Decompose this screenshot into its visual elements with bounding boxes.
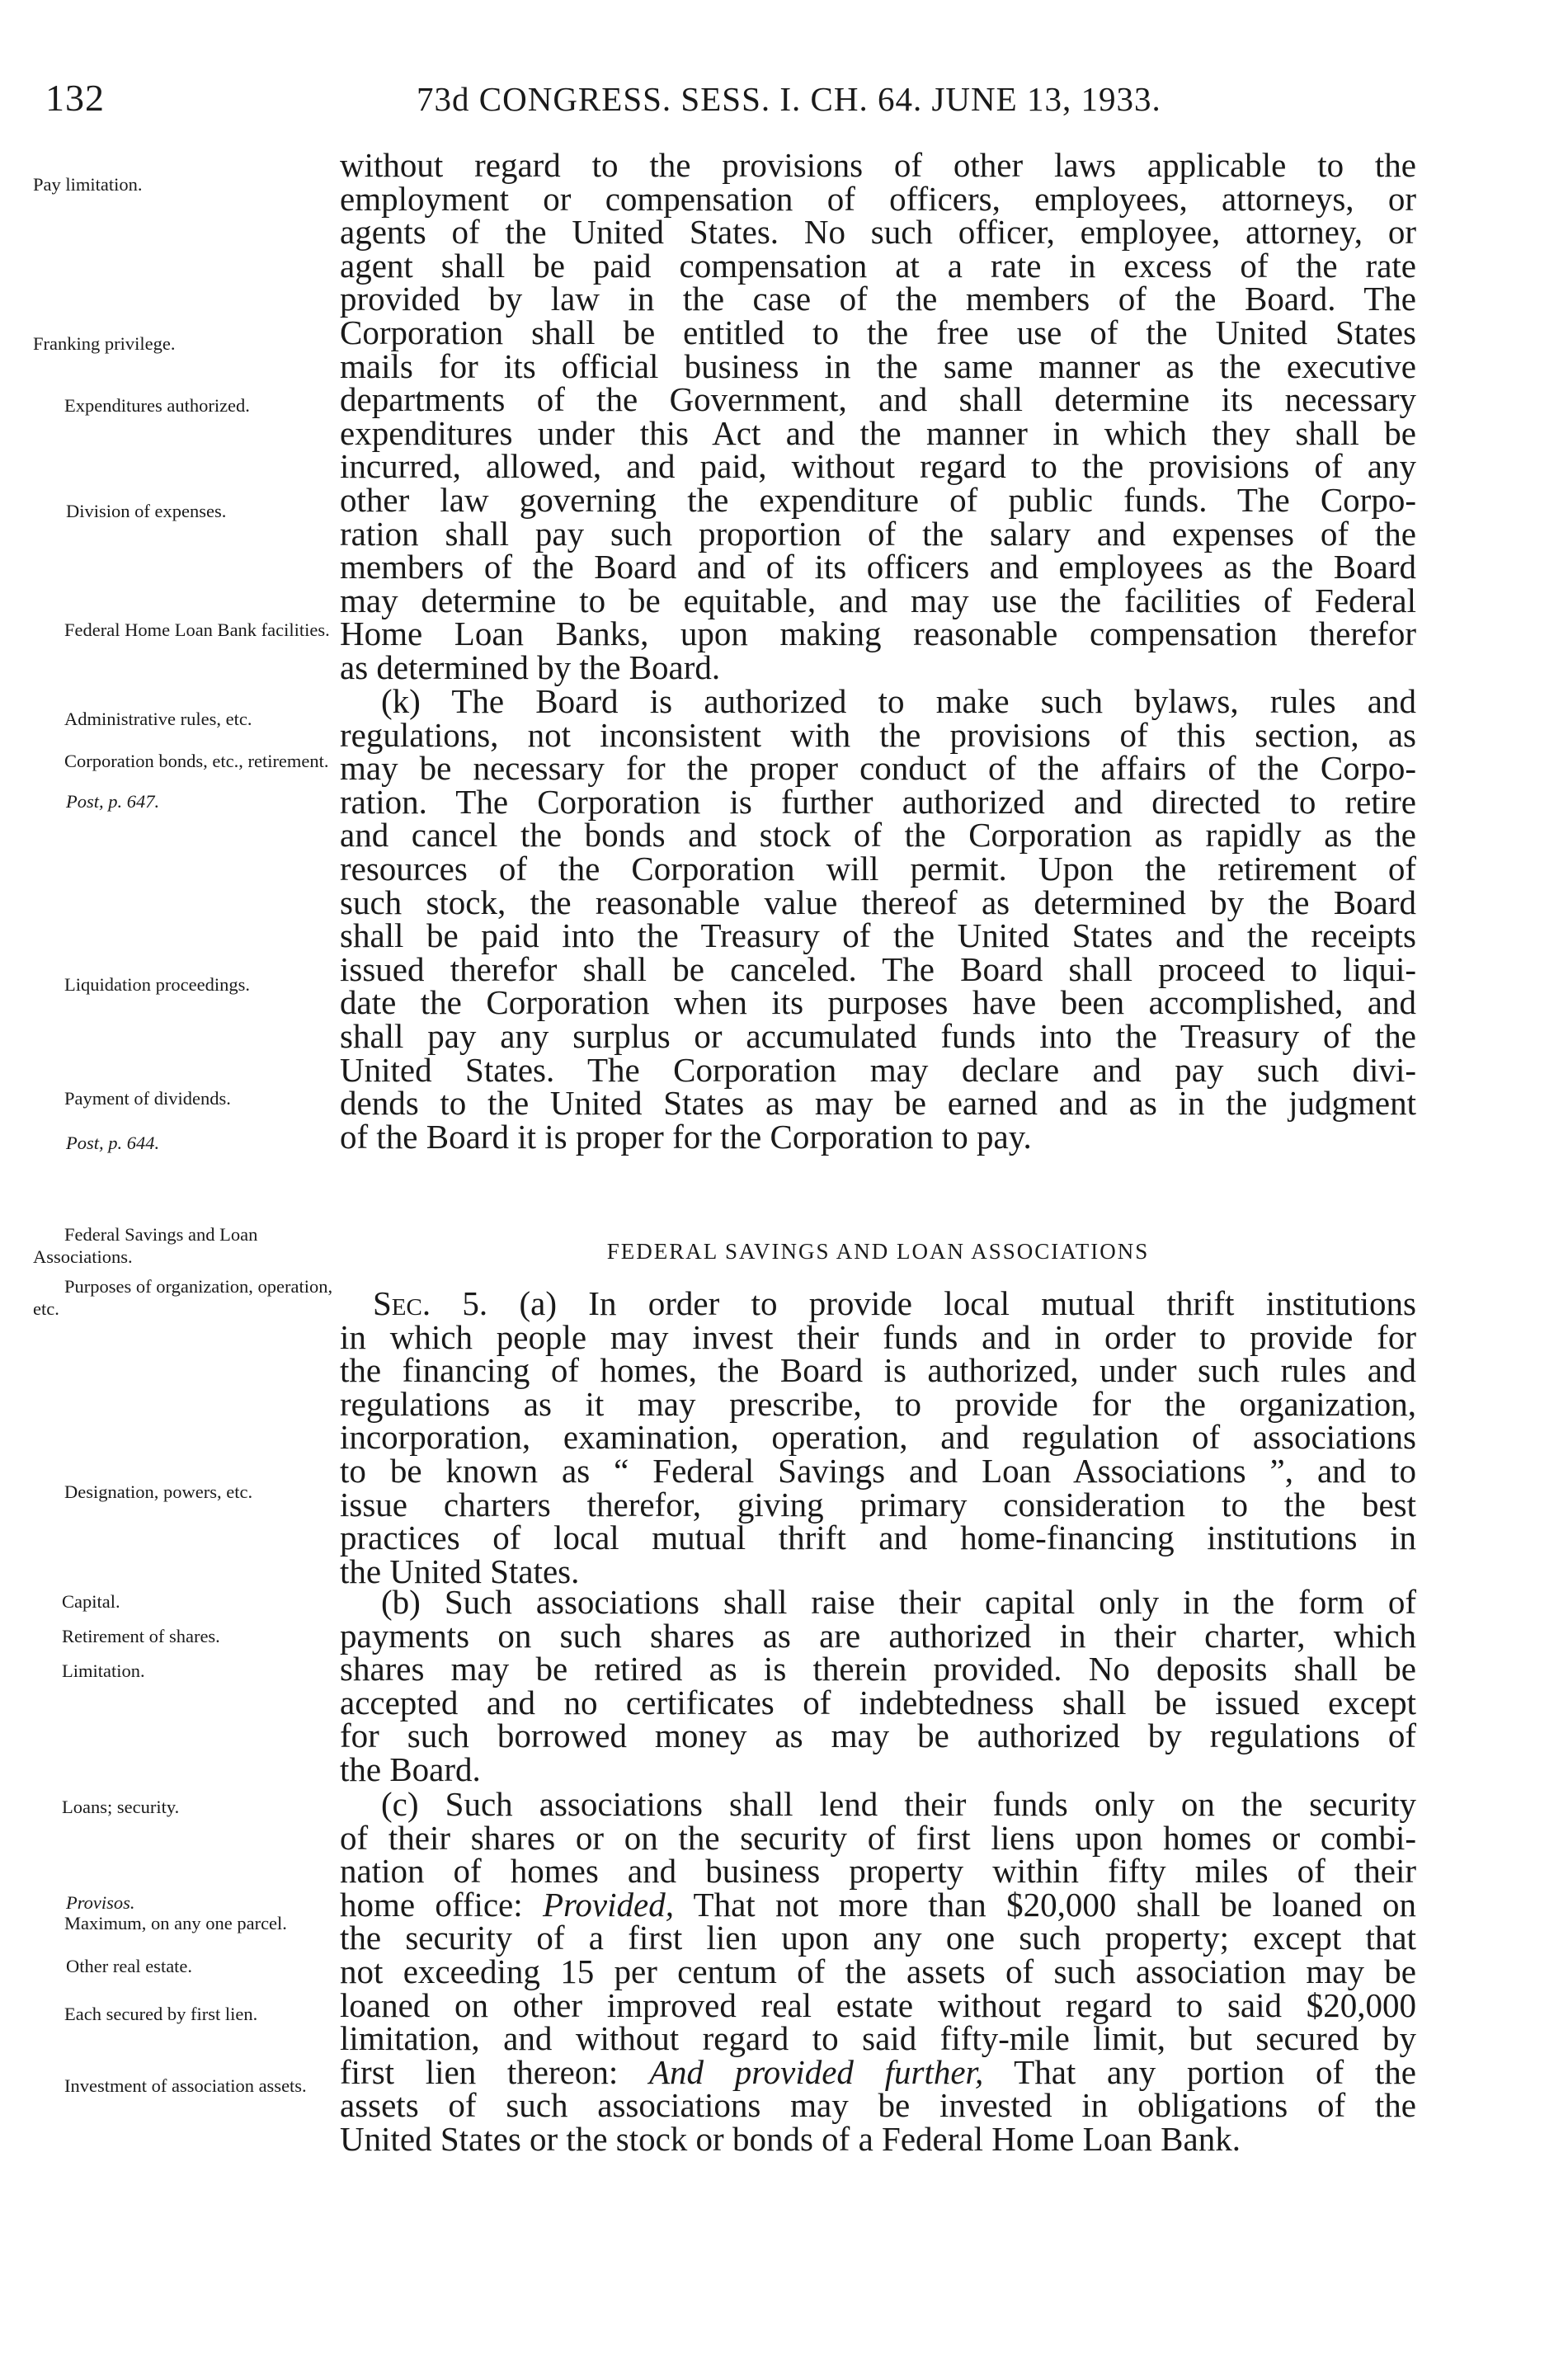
text-line: regulations, not inconsistent with the provisions of this section, as: [340, 715, 1416, 754]
sidenote-post-647: Post, p. 647.: [66, 791, 160, 812]
sidenote-payment-dividends: Payment of dividends.: [64, 1088, 231, 1109]
text-line: shares may be retired as is therein provided. No deposits shall be: [340, 1650, 1416, 1688]
section-heading: FEDERAL SAVINGS AND LOAN ASSOCIATIONS: [606, 1239, 1150, 1264]
sidenote-purposes: Purposes of organization, operation, etc.: [33, 1276, 333, 1319]
text-line: issued therefor shall be canceled. The Board shall proceed to liqui-: [340, 949, 1416, 988]
sidenote-loans-security: Loans; security.: [62, 1797, 180, 1817]
sidenote-each-secured: Each secured by first lien.: [64, 2004, 258, 2024]
text-line: the United States.: [340, 1552, 580, 1590]
text-line: Home Loan Banks, upon making reasonable compensation therefor: [340, 615, 1416, 653]
text-line: regulations as it may prescribe, to provide for the organization,: [340, 1384, 1416, 1423]
text-line: without regard to the provisions of other laws applicable to the: [340, 146, 1416, 184]
section-label: Sec. 5.: [373, 1284, 488, 1322]
sidenote-post-644: Post, p. 644.: [66, 1133, 160, 1153]
text-line: the Board.: [340, 1750, 481, 1788]
text-line: may determine to be equitable, and may use the facilities of Federal: [340, 581, 1416, 619]
text-line: ration. The Corporation is further authorized and directed to retire: [340, 782, 1416, 821]
text-line: mails for its official business in the same manner as the executive: [340, 346, 1416, 385]
text-fragment: home office:: [340, 1885, 543, 1924]
text-line: the security of a first lien upon any one such property; except that: [340, 1919, 1416, 1957]
text-line: employment or compensation of officers, employees, attorneys, or: [340, 179, 1416, 218]
paragraph-k: [340, 682, 1416, 1156]
text-line: of their shares or on the security of first liens upon homes or combi-: [340, 1818, 1416, 1857]
text-line: (b) Such associations shall raise their capital only in the form of: [381, 1583, 1416, 1621]
sidenote-fsla: Federal Savings and Loan Associations.: [33, 1224, 258, 1267]
text-line: [340, 1885, 1416, 1924]
text-line: incurred, allowed, and paid, without regard to the provisions of any: [340, 447, 1416, 486]
text-line: to be known as “ Federal Savings and Loan Associations ”, and to: [340, 1451, 1416, 1490]
text-line: as determined by the Board.: [340, 648, 721, 686]
text-line: dends to the United States as may be earned and as in the judgment: [340, 1084, 1416, 1123]
proviso-italic: Provided,: [542, 1885, 674, 1924]
sidenote-fhlb-facilities: Federal Home Loan Bank facilities.: [64, 619, 330, 640]
text-line: incorporation, examination, operation, and regulation of associations: [340, 1418, 1416, 1457]
text-line-rest: (a) In order to provide local mutual thrift institutions: [519, 1284, 1417, 1322]
paragraph-sec5-a: [340, 1284, 1417, 1590]
sidenote-liquidation: Liquidation proceedings.: [64, 974, 250, 995]
text-line: such stock, the reasonable value thereof as determined by the Board: [340, 883, 1416, 921]
sidenote-limitation: Limitation.: [62, 1660, 145, 1681]
text-line: shall pay any surplus or accumulated funds into the Treasury of the: [340, 1016, 1416, 1055]
text-line: accepted and no certificates of indebtedness shall be issued except: [340, 1683, 1416, 1721]
sidenote-administrative-rules: Administrative rules, etc.: [64, 709, 252, 729]
running-head: 73d CONGRESS. SESS. I. CH. 64. JUNE 13, 1933.: [417, 80, 1161, 118]
text-line: ration shall pay such proportion of the salary and expenses of the: [340, 514, 1416, 553]
text-line: the financing of homes, the Board is authorized, under such rules and: [340, 1351, 1416, 1390]
text-line: agent shall be paid compensation at a rate in excess of the rate: [340, 246, 1416, 285]
text-line: resources of the Corporation will permit. Upon the retirement of: [340, 849, 1416, 888]
text-line: limitation, and without regard to said fifty-mile limit, but secured by: [340, 2019, 1416, 2058]
text-line: [340, 1284, 1417, 1322]
sidenote-division-of-expenses: Division of expenses.: [66, 501, 227, 521]
proviso-italic: And provided further,: [648, 2052, 984, 2091]
text-line: nation of homes and business property within fifty miles of their: [340, 1852, 1416, 1891]
text-line: may be necessary for the proper conduct of the affairs of the Corpo-: [340, 749, 1416, 788]
text-line: loaned on other improved real estate without regard to said $20,000: [340, 1985, 1416, 2024]
sidenote-retirement-shares: Retirement of shares.: [62, 1626, 220, 1646]
text-line: (c) Such associations shall lend their funds only on the security: [381, 1785, 1416, 1823]
text-line: assets of such associations may be invested in obligations of the: [340, 2086, 1416, 2125]
text-fragment: That any portion of the: [983, 2052, 1416, 2091]
paragraph-corporation-provisions: [340, 148, 1416, 685]
sidenote-other-real-estate: Other real estate.: [66, 1956, 193, 1976]
page-number: 132: [45, 77, 105, 119]
text-line: Corporation shall be entitled to the free use of the United States: [340, 313, 1416, 351]
text-line: payments on such shares as are authorized in their charter, which: [340, 1616, 1416, 1655]
sidenote-pay-limitation: Pay limitation.: [33, 174, 143, 195]
text-line: shall be paid into the Treasury of the United States and the receipts: [340, 916, 1416, 955]
sidenote-corporation-bonds: Corporation bonds, etc., retirement.: [64, 751, 329, 771]
text-line: practices of local mutual thrift and home-financing institutions in: [340, 1519, 1416, 1557]
text-line: date the Corporation when its purposes have been accomplished, and: [340, 983, 1416, 1022]
paragraph-b: [340, 1585, 1416, 1787]
sidenote-maximum: Maximum, on any one parcel.: [64, 1913, 287, 1933]
paragraph-c: [340, 1787, 1416, 2156]
text-line: issue charters therefor, giving primary consideration to the best: [340, 1485, 1416, 1524]
text-line: in which people may invest their funds and in order to provide for: [340, 1317, 1416, 1356]
text-line: for such borrowed money as may be authorized by regulations of: [340, 1717, 1416, 1755]
text-line: not exceeding 15 per centum of the assets of such association may be: [340, 1952, 1416, 1990]
text-line: United States or the stock or bonds of a Federal Home Loan Bank.: [340, 2119, 1241, 2158]
sidenote-franking-privilege: Franking privilege.: [33, 333, 176, 354]
text-line: expenditures under this Act and the manner in which they shall be: [340, 413, 1416, 452]
text-line: departments of the Government, and shall determine its necessary: [340, 380, 1416, 419]
sidenote-designation: Designation, powers, etc.: [64, 1481, 253, 1502]
text-fragment: That not more than $20,000 shall be loaned on: [673, 1885, 1416, 1924]
text-line: provided by law in the case of the members of the Board. The: [340, 280, 1416, 318]
sidenote-capital: Capital.: [62, 1591, 120, 1612]
text-line: of the Board it is proper for the Corporation to pay.: [340, 1117, 1032, 1156]
text-line: United States. The Corporation may declare and pay such divi-: [340, 1050, 1416, 1089]
sidenote-provisos: Provisos.: [66, 1892, 135, 1913]
text-line: (k) The Board is authorized to make such bylaws, rules and: [381, 682, 1416, 720]
text-line: and cancel the bonds and stock of the Corporation as rapidly as the: [340, 816, 1416, 855]
page-header: [45, 76, 1415, 125]
sidenote-investment: Investment of association assets.: [64, 2075, 307, 2096]
text-line: [340, 2052, 1416, 2091]
text-line: agents of the United States. No such officer, employee, attorney, or: [340, 213, 1416, 252]
sidenote-expenditures-authorized: Expenditures authorized.: [64, 395, 250, 416]
text-line: members of the Board and of its officers and employees as the Board: [340, 548, 1416, 586]
text-line: other law governing the expenditure of public funds. The Corpo-: [340, 480, 1416, 519]
text-fragment: first lien thereon:: [340, 2052, 649, 2091]
